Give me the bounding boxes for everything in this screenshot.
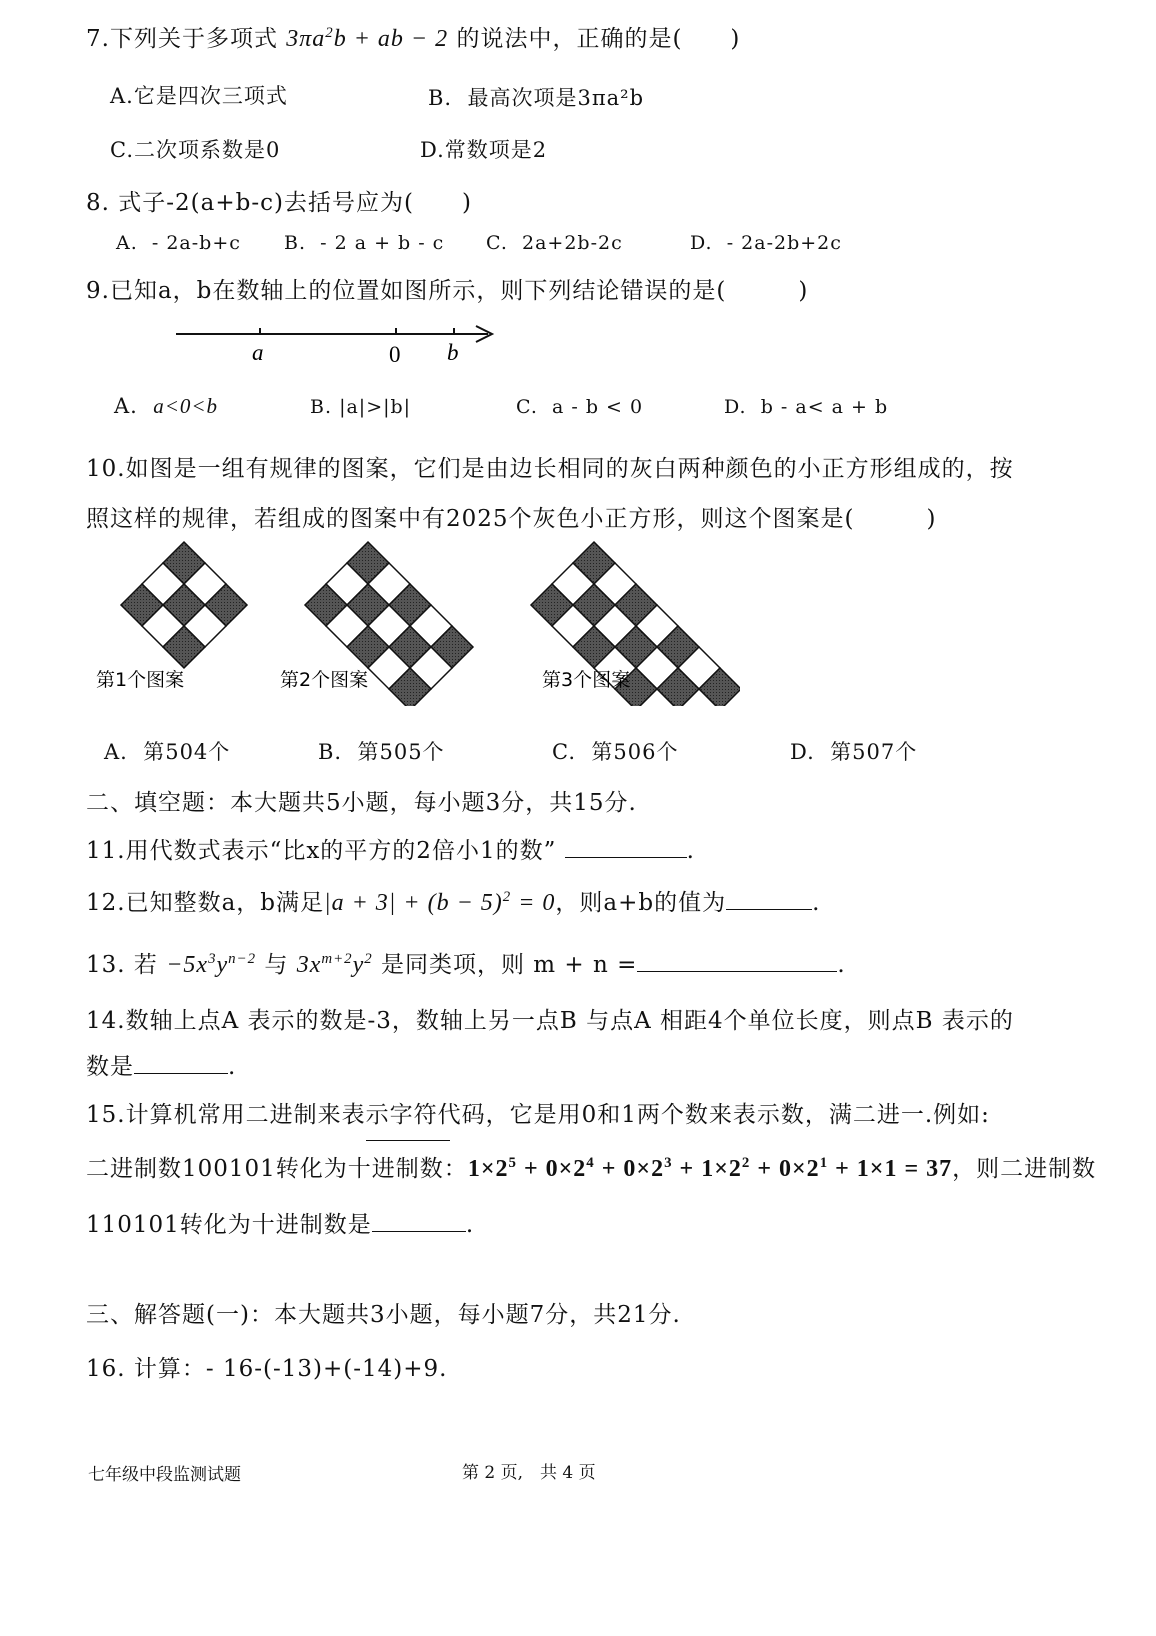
q7-option-d: D.常数项是2 — [420, 138, 548, 162]
q10-option-b: B. 第505个 — [318, 740, 445, 764]
footer-page-number: 第 2 页, 共 4 页 — [462, 1463, 596, 1483]
axis-label-a: a — [252, 340, 264, 365]
section-3-heading: 三、解答题(一)：本大题共3小题，每小题7分，共21分. — [86, 1302, 681, 1328]
axis-label-b: b — [447, 340, 459, 365]
q12-expression: $|a + 3| + (b - 5)^2 = 0$ — [324, 889, 556, 916]
q10-stem-line1: 10.如图是一组有规律的图案，它们是由边长相同的灰白两种颜色的小正方形组成的，按 — [86, 456, 1014, 482]
q14-answer-blank[interactable] — [134, 1072, 228, 1074]
q10-option-c: C. 第506个 — [552, 740, 679, 764]
q8-stem: 8. 式子-2(a+b-c)去括号应为( ) — [86, 190, 472, 216]
q9-option-c: C. a - b < 0 — [516, 396, 644, 418]
q16: 16. 计算：- 16-(-13)+(-14)+9. — [86, 1356, 448, 1382]
q15-expansion: $1\times 2^5 + 0\times 2^4 + 0\times 2^3 + 1\times 2^2 + 0\times 2^1 + 1\times 1 = 37$ — [467, 1155, 953, 1182]
q7-polynomial: $3\pi a^2b$ + ab − 2 — [286, 25, 449, 52]
q9-option-b: B. |a|>|b| — [310, 396, 412, 418]
pattern-tiles-group — [121, 542, 740, 706]
q15-overline-mark — [366, 1140, 450, 1141]
figure-label-2: 第2个图案 — [280, 669, 369, 691]
q15-answer-blank[interactable] — [372, 1230, 466, 1232]
figure-label-3: 第3个图案 — [542, 669, 631, 691]
q9-option-d: D. b - a< a + b — [724, 396, 889, 418]
q11-answer-blank[interactable] — [565, 856, 687, 858]
q7-option-a: A.它是四次三项式 — [110, 84, 288, 108]
q7-prefix: 7.下列关于多项式 — [86, 26, 278, 52]
q7-stem — [86, 20, 740, 53]
figure-label-1: 第1个图案 — [96, 669, 185, 691]
section-2-heading: 二、填空题：本大题共5小题，每小题3分，共15分. — [86, 790, 637, 816]
q11: 11.用代数式表示“比x的平方的2倍小1的数” . — [86, 838, 695, 864]
q7-option-b: B. 最高次项是3πa²b — [428, 86, 645, 110]
q15-line3: 110101转化为十进制数是 . — [86, 1212, 475, 1238]
q14-line2: 数是 . — [86, 1054, 237, 1080]
q15-line2: 二进制数100101转化为十进制数：$1\times 2^5 + 0\times 2^4 + 0\times 2^3 + 1\times 2^2 + 0\times 2^1 + 1\times 1 = 37$，则二进制数 — [86, 1155, 1097, 1182]
q8-option-c: C. 2a+2b-2c — [486, 232, 623, 254]
axis-label-zero: 0 — [389, 342, 401, 367]
q8-option-b: B. - 2 a + b - c — [284, 232, 445, 254]
q7-suffix: 的说法中，正确的是( ) — [456, 26, 741, 52]
q10-stem-line2: 照这样的规律，若组成的图案中有2025个灰色小正方形，则这个图案是( ) — [86, 506, 937, 532]
q9-stem: 9.已知a，b在数轴上的位置如图所示，则下列结论错误的是( ) — [86, 278, 809, 304]
q7-option-c: C.二次项系数是0 — [110, 138, 281, 162]
q14-line1: 14.数轴上点A 表示的数是-3，数轴上另一点B 与点A 相距4个单位长度，则点B 表示的 — [86, 1008, 1014, 1034]
q10-option-a: A. 第504个 — [104, 740, 231, 764]
q13-term-1: $-5x^3y^{n-2}$ — [166, 951, 257, 978]
footer-title: 七年级中段监测试题 — [88, 1465, 241, 1485]
q12-answer-blank[interactable] — [726, 908, 812, 910]
q13-answer-blank[interactable] — [637, 970, 837, 972]
q8-option-d: D. - 2a-2b+2c — [690, 232, 842, 254]
q10-option-d: D. 第507个 — [790, 740, 918, 764]
q12: 12.已知整数a，b满足$|a + 3| + (b - 5)^2 = 0$，则a+b的值为 . — [86, 889, 821, 916]
q15-line1: 15.计算机常用二进制来表示字符代码，它是用0和1两个数来表示数，满二进一.例如: — [86, 1102, 990, 1128]
q13-term-2: $3x^{m+2}y^2$ — [296, 951, 373, 978]
q13: 13. 若 $-5x^3y^{n-2}$ 与 $3x^{m+2}y^2$ 是同类项，则 m + n = . — [86, 951, 846, 978]
number-line-figure — [170, 318, 510, 378]
q9-option-a: A. a<0<b — [114, 394, 219, 418]
pattern-figures — [80, 536, 740, 706]
q8-option-a: A. - 2a-b+c — [116, 232, 241, 254]
